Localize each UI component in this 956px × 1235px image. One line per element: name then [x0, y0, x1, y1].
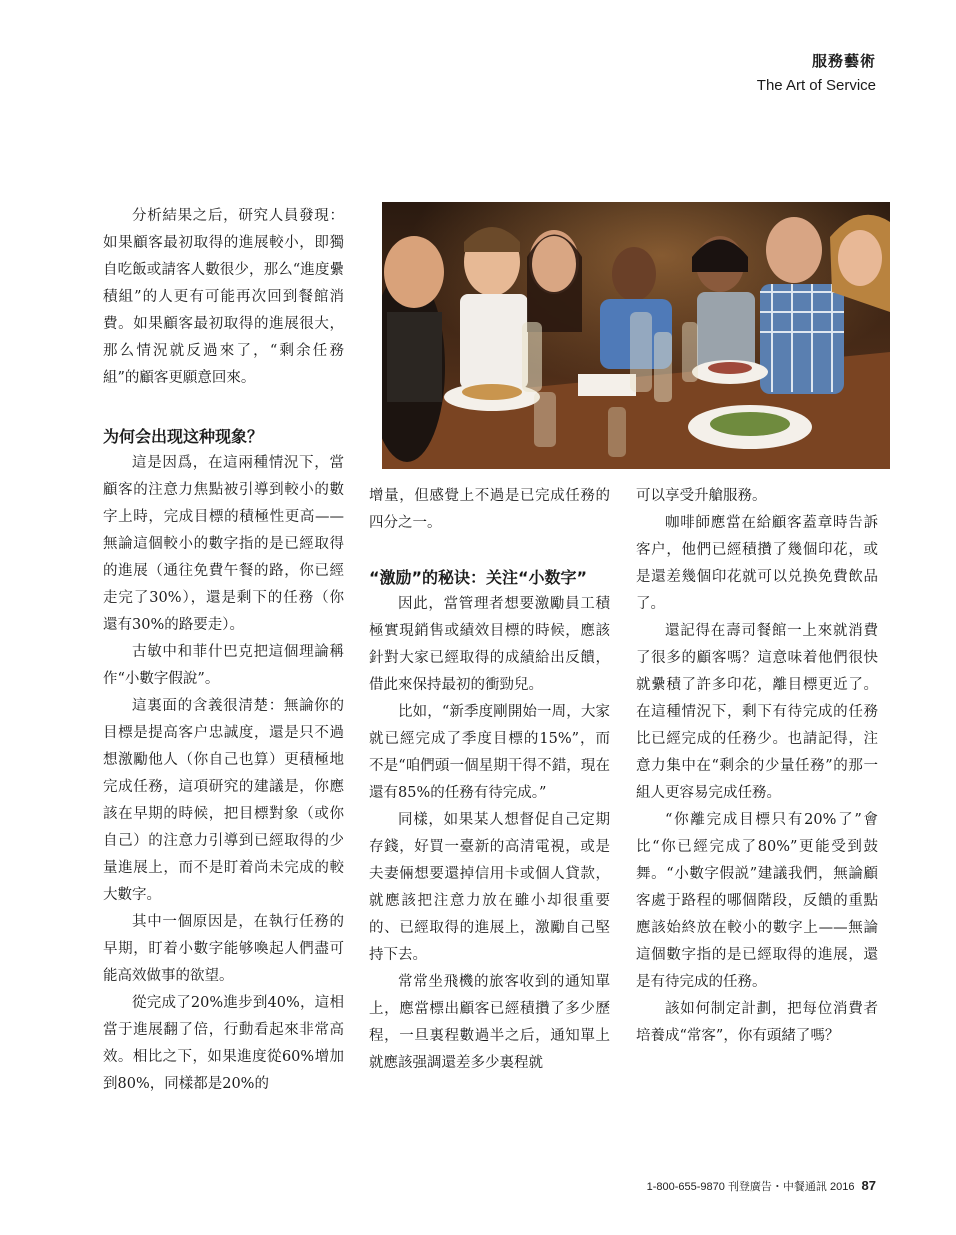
paragraph: 古敏中和菲什巴克把這個理論稱作“小數字假說”。 — [103, 644, 344, 687]
column-1-bottom — [103, 423, 344, 1098]
paragraph: 同樣，如果某人想督促自己定期存錢，好買一臺新的高清電視，或是夫妻倆想要還掉信用卡或個人貸款，就應該把注意力放在雖小却很重要的、已經取得的進展上，激勵自己堅持下去。 — [369, 812, 610, 963]
paragraph: 比如，“新季度剛開始一周，大家就已經完成了季度目標的15%”，而不是“咱們頭一個星期干得不錯，現在還有85%的任務有待完成。” — [369, 704, 610, 801]
paragraph: 這是因爲，在這兩種情況下，當顧客的注意力焦點被引導到較小的數字上時，完成目標的積極性更高——無論這個較小的數字指的是已經取得的進展（通往免費午餐的路，你已經走完了30%），還是剩下的任務（你還有30%的路要走）。 — [103, 455, 344, 633]
page-number: 87 — [861, 1178, 876, 1193]
section-heading: 为何会出现这种现象？ — [103, 427, 264, 446]
paragraph: 這裏面的含義很清楚：無論你的目標是提高客户忠誠度，還是只不過想激勵他人（你自己也算）更積極地完成任務，這項研究的建議是，你應該在早期的時候，把目標對象（或你自己）的注意力引導到已經取得的少量進展上，而不是盯着尚未完成的較大數字。 — [103, 698, 344, 903]
paragraph: 增量，但感覺上不過是已完成任務的四分之一。 — [369, 488, 610, 531]
section-heading: “激励”的秘诀：关注“小数字” — [369, 568, 588, 587]
page-footer — [647, 1178, 876, 1194]
paragraph: 分析結果之后，研究人員發現：如果顧客最初取得的進展較小，即獨自吃飯或請客人數很少，那么“進度纍積組”的人更有可能再次回到餐館消費。如果顧客最初取得的進展很大，那么情況就反過來了，“剩余任務組”的顧客更願意回來。 — [103, 208, 344, 386]
paragraph: 該如何制定計劃，把每位消費者培養成“常客”，你有頭緒了嗎？ — [636, 1001, 878, 1044]
paragraph: 因此，當管理者想要激勵員工積極實現銷售或績效目標的時候，應該針對大家已經取得的成績給出反饋，借此來保持最初的衝勁兒。 — [369, 596, 610, 693]
section-title-zh: 服務藝術 — [811, 52, 876, 70]
column-2 — [369, 483, 610, 1077]
paragraph: 可以享受升艙服務。 — [636, 488, 767, 504]
paragraph: 其中一個原因是，在執行任務的早期，盯着小數字能够喚起人們盡可能高效做事的欲望。 — [103, 914, 344, 984]
paragraph: 還記得在壽司餐館一上來就消費了很多的顧客嗎？這意味着他們很快就纍積了許多印花，離目標更近了。在這種情況下，剩下有待完成的任務比已經完成的任務少。也請記得，注意力集中在“剩余的少量任務”的那一組人更容易完成任務。 — [636, 623, 878, 801]
paragraph: “你離完成目標只有20%了”會比“你已經完成了80%”更能受到鼓舞。“小數字假説”建議我們，無論顧客處于路程的哪個階段，反饋的重點應該始終放在較小的數字上——無論這個數字指的是已經取得的進展，還是有待完成的任務。 — [636, 812, 878, 990]
section-title-en: The Art of Service — [756, 77, 876, 94]
footer-phone: 1-800-655-9870 — [646, 1181, 725, 1193]
column-1-top — [103, 203, 344, 392]
paragraph: 從完成了20%進步到40%，這相當于進展翻了倍，行動看起來非常高效。相比之下，如果進度從60%增加到80%，同樣都是20%的 — [103, 995, 344, 1092]
footer-publication: 刊登廣告・中餐通訊 2016 — [727, 1181, 855, 1193]
column-3 — [636, 483, 878, 1050]
section-header — [757, 50, 876, 94]
paragraph: 常常坐飛機的旅客收到的通知單上，應當標出顧客已經積攢了多少歷程，一旦裏程數過半之后，通知單上就應該强調還差多少裏程就 — [369, 974, 610, 1071]
paragraph: 咖啡師應當在給顧客蓋章時告訴客户，他們已經積攢了幾個印花，或是還差幾個印花就可以兑换免費飲品了。 — [636, 515, 878, 612]
dining-group-photo — [382, 202, 890, 469]
spacer — [369, 537, 610, 564]
